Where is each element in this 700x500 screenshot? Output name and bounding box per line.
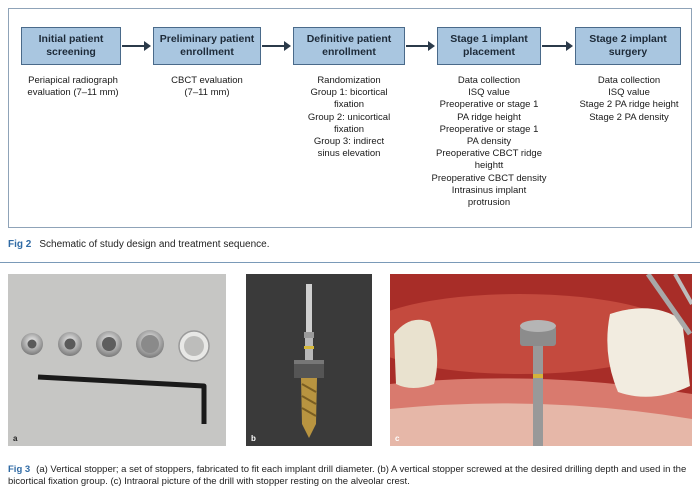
figure-3-caption [8, 464, 692, 488]
photo-panel-a [8, 274, 226, 446]
step-definitive-enrollment: Definitive patient enrollment [293, 27, 405, 65]
details-stage2-surgery: Data collection ISQ value Stage 2 PA ridge height Stage 2 PA density [579, 75, 679, 123]
details-stage1-placement: Data collection ISQ value Preoperative or stage 1 PA ridge height Preoperative or stage 1 PA density Preoperative CBCT ridge heightt Preoperative CBCT density Intrasinus implant protrusion [431, 75, 547, 209]
details-definitive-enrollment: Randomization Group 1: bicortical fixation Group 2: unicortical fixation Group 3: indirect sinus elevation [307, 75, 391, 160]
figure-3-label: Fig 3 [8, 464, 31, 475]
stopper-ring-1 [21, 333, 43, 355]
drill-photo [246, 274, 372, 446]
step-stage2-surgery: Stage 2 implant surgery [575, 27, 681, 65]
step-stage1-placement: Stage 1 implant placement [437, 27, 541, 65]
arrow-2 [262, 45, 286, 47]
step-initial-screening: Initial patient screening [21, 27, 121, 65]
panel-label-c: c [395, 434, 400, 443]
section-divider [0, 262, 700, 263]
step-preliminary-enrollment: Preliminary patient enrollment [153, 27, 261, 65]
photo-panel-c [390, 274, 692, 446]
figure-2-caption-text: Schematic of study design and treatment sequence. [39, 239, 270, 250]
drill-shaft [533, 346, 543, 446]
stopper-ring-4 [136, 330, 164, 358]
left-tooth [394, 320, 437, 388]
figure-2-label: Fig 2 [8, 239, 32, 250]
arrow-1 [122, 45, 146, 47]
stopper-ring-3 [96, 331, 122, 357]
intraoral-photo [390, 274, 692, 446]
photo-panel-b [246, 274, 372, 446]
figure-2-caption [8, 238, 269, 251]
arrow-4 [542, 45, 568, 47]
panel-label-a: a [13, 434, 18, 443]
details-initial-screening: Periapical radiograph evaluation (7–11 mm) [27, 75, 119, 99]
stopper-ring-5 [179, 331, 209, 361]
details-preliminary-enrollment: CBCT evaluation (7–11 mm) [171, 75, 243, 99]
panel-label-b: b [251, 434, 256, 443]
stopper-ring-2 [58, 332, 82, 356]
figure-3-caption-a: (a) Vertical stopper; a set of stoppers, fabricated to fit each implant drill diameter. [36, 464, 375, 475]
right-tooth [607, 308, 690, 397]
figure-2-diagram [8, 8, 692, 228]
stoppers-photo [8, 274, 226, 446]
arrow-3 [406, 45, 430, 47]
figure-3-caption-c: (c) Intraoral picture of the drill with stopper resting on the alveolar crest. [110, 476, 410, 487]
figure-3-caption-b: (b) A vertical stopper screwed at the desired drilling depth and used in the bicortical fixation group. [8, 464, 687, 487]
